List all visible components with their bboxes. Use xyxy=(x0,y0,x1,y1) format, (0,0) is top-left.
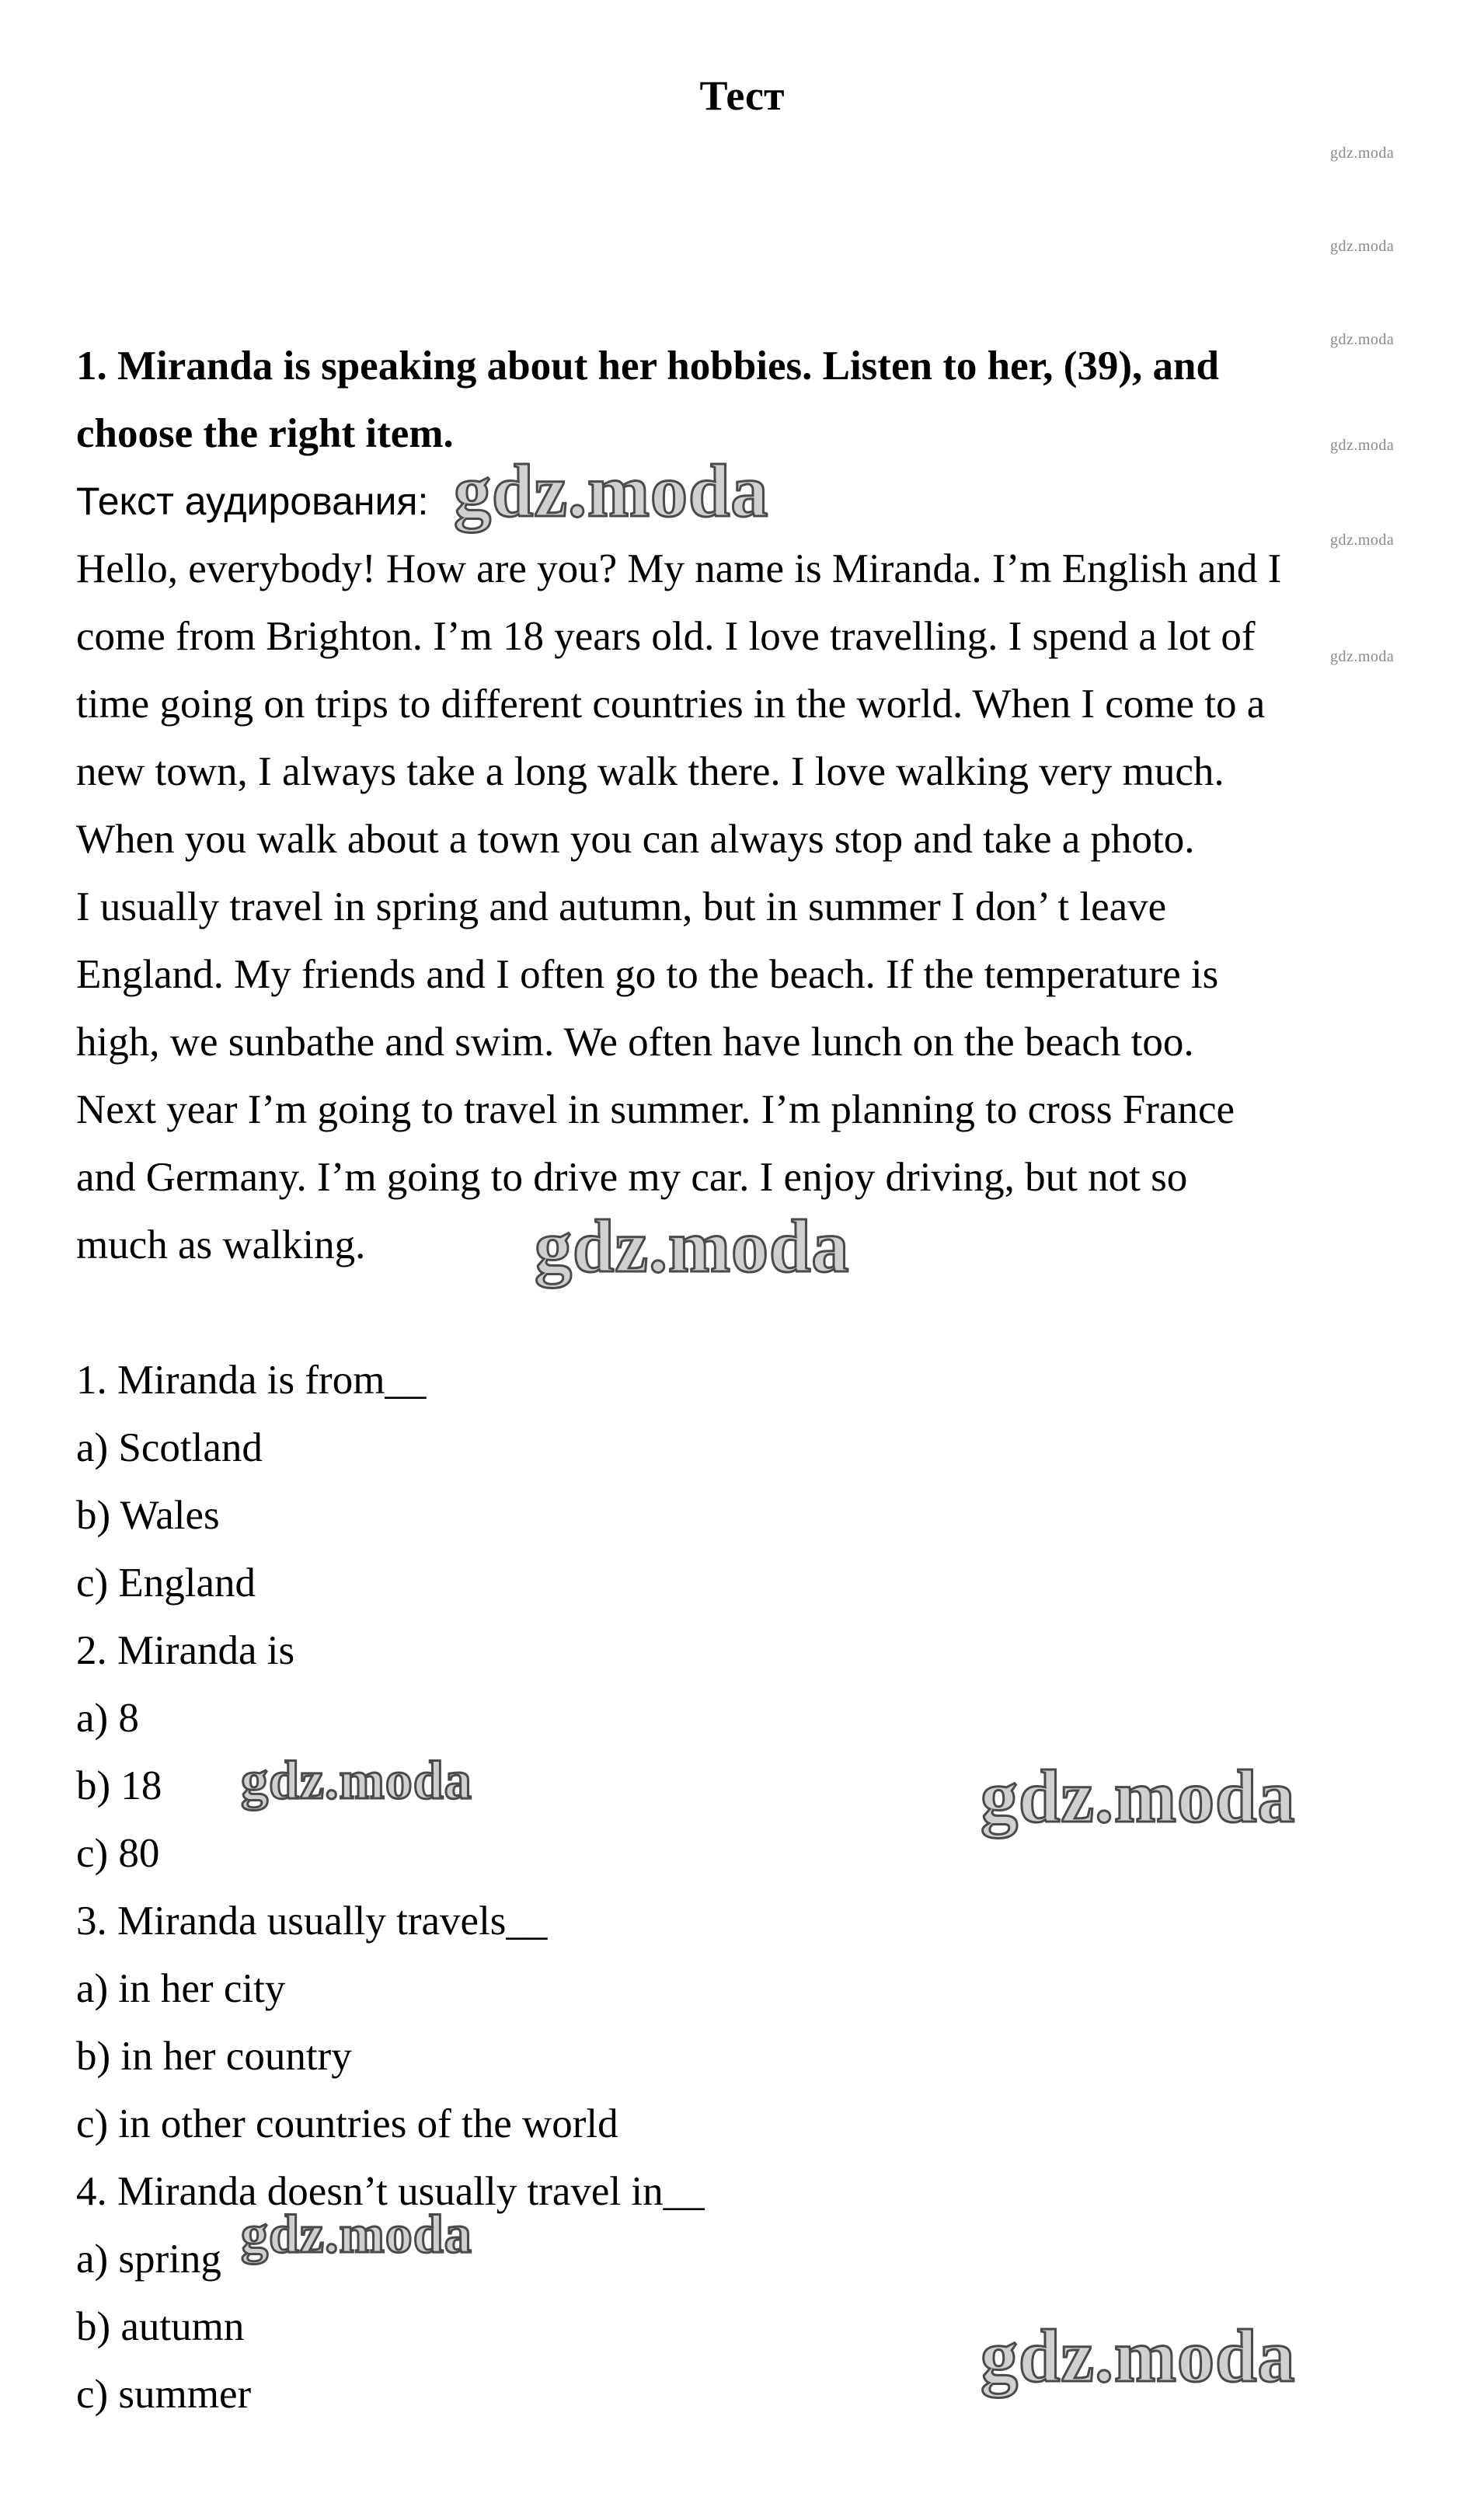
question-1-option-b[interactable]: b) Wales xyxy=(76,1493,220,1538)
passage-line: Hello, everybody! How are you? My name is Miranda. I’m English and I xyxy=(76,546,1282,591)
page-title: Тест xyxy=(699,72,785,119)
task-heading-line-1: 1. Miranda is speaking about her hobbies. Listen to her, (39), and xyxy=(76,343,1220,389)
passage-line: new town, I always take a long walk there. I love walking very much. xyxy=(76,749,1224,794)
question-4: 4. Miranda doesn’t usually travel in__ xyxy=(76,2169,705,2214)
watermark-small: gdz.moda xyxy=(1330,437,1395,454)
watermark-large: gdz.moda xyxy=(981,1755,1296,1838)
listening-passage xyxy=(76,535,1413,1279)
watermark-medium: gdz.moda xyxy=(241,1751,472,1811)
passage-line: When you walk about a town you can always stop and take a photo. xyxy=(76,817,1195,862)
passage-line: Next year I’m going to travel in summer. I’m planning to cross France xyxy=(76,1087,1235,1132)
question-3-option-a[interactable]: a) in her city xyxy=(76,1966,286,2011)
question-1: 1. Miranda is from__ xyxy=(76,1358,427,1403)
question-2-option-a[interactable]: a) 8 xyxy=(76,1696,139,1741)
section-gap xyxy=(76,1279,1413,1347)
passage-line: come from Brighton. I’m 18 years old. I love travelling. I spend a lot of xyxy=(76,614,1256,659)
question-list xyxy=(76,1347,1413,2429)
question-2-option-c[interactable]: c) 80 xyxy=(76,1831,160,1876)
question-3-option-c[interactable]: c) in other countries of the world xyxy=(76,2101,618,2146)
passage-line: I usually travel in spring and autumn, but in summer I don’ t leave xyxy=(76,884,1167,929)
watermark-large: gdz.moda xyxy=(981,2314,1296,2397)
audio-label: Текст аудирования: xyxy=(76,479,429,523)
passage-line: England. My friends and I often go to the beach. If the temperature is xyxy=(76,952,1219,997)
passage-line: high, we sunbathe and swim. We often have lunch on the beach too. xyxy=(76,1020,1194,1065)
question-4-option-a[interactable]: a) spring xyxy=(76,2237,221,2282)
watermark-medium: gdz.moda xyxy=(241,2205,472,2265)
passage-line: much as walking. xyxy=(76,1222,366,1267)
question-4-option-c[interactable]: c) summer xyxy=(76,2372,252,2417)
question-2-option-b[interactable]: b) 18 xyxy=(76,1763,162,1808)
watermark-small: gdz.moda xyxy=(1330,238,1395,255)
watermark-small: gdz.moda xyxy=(1330,145,1395,162)
watermark-small: gdz.moda xyxy=(1330,648,1395,665)
question-3-option-b[interactable]: b) in her country xyxy=(76,2034,352,2079)
watermark-small: gdz.moda xyxy=(1330,331,1395,348)
task-content xyxy=(76,333,1413,2429)
passage-line: time going on trips to different countries in the world. When I come to a xyxy=(76,682,1266,727)
question-1-option-c[interactable]: c) England xyxy=(76,1560,256,1606)
question-2: 2. Miranda is xyxy=(76,1628,295,1673)
watermark-large: gdz.moda xyxy=(454,449,769,532)
question-1-option-a[interactable]: a) Scotland xyxy=(76,1425,263,1470)
task-heading-line-2: choose the right item. xyxy=(76,411,454,456)
question-4-option-b[interactable]: b) autumn xyxy=(76,2304,245,2349)
passage-line: and Germany. I’m going to drive my car. I enjoy driving, but not so xyxy=(76,1155,1188,1200)
watermark-large: gdz.moda xyxy=(535,1205,850,1288)
watermark-small: gdz.moda xyxy=(1330,532,1395,549)
question-3: 3. Miranda usually travels__ xyxy=(76,1899,548,1944)
